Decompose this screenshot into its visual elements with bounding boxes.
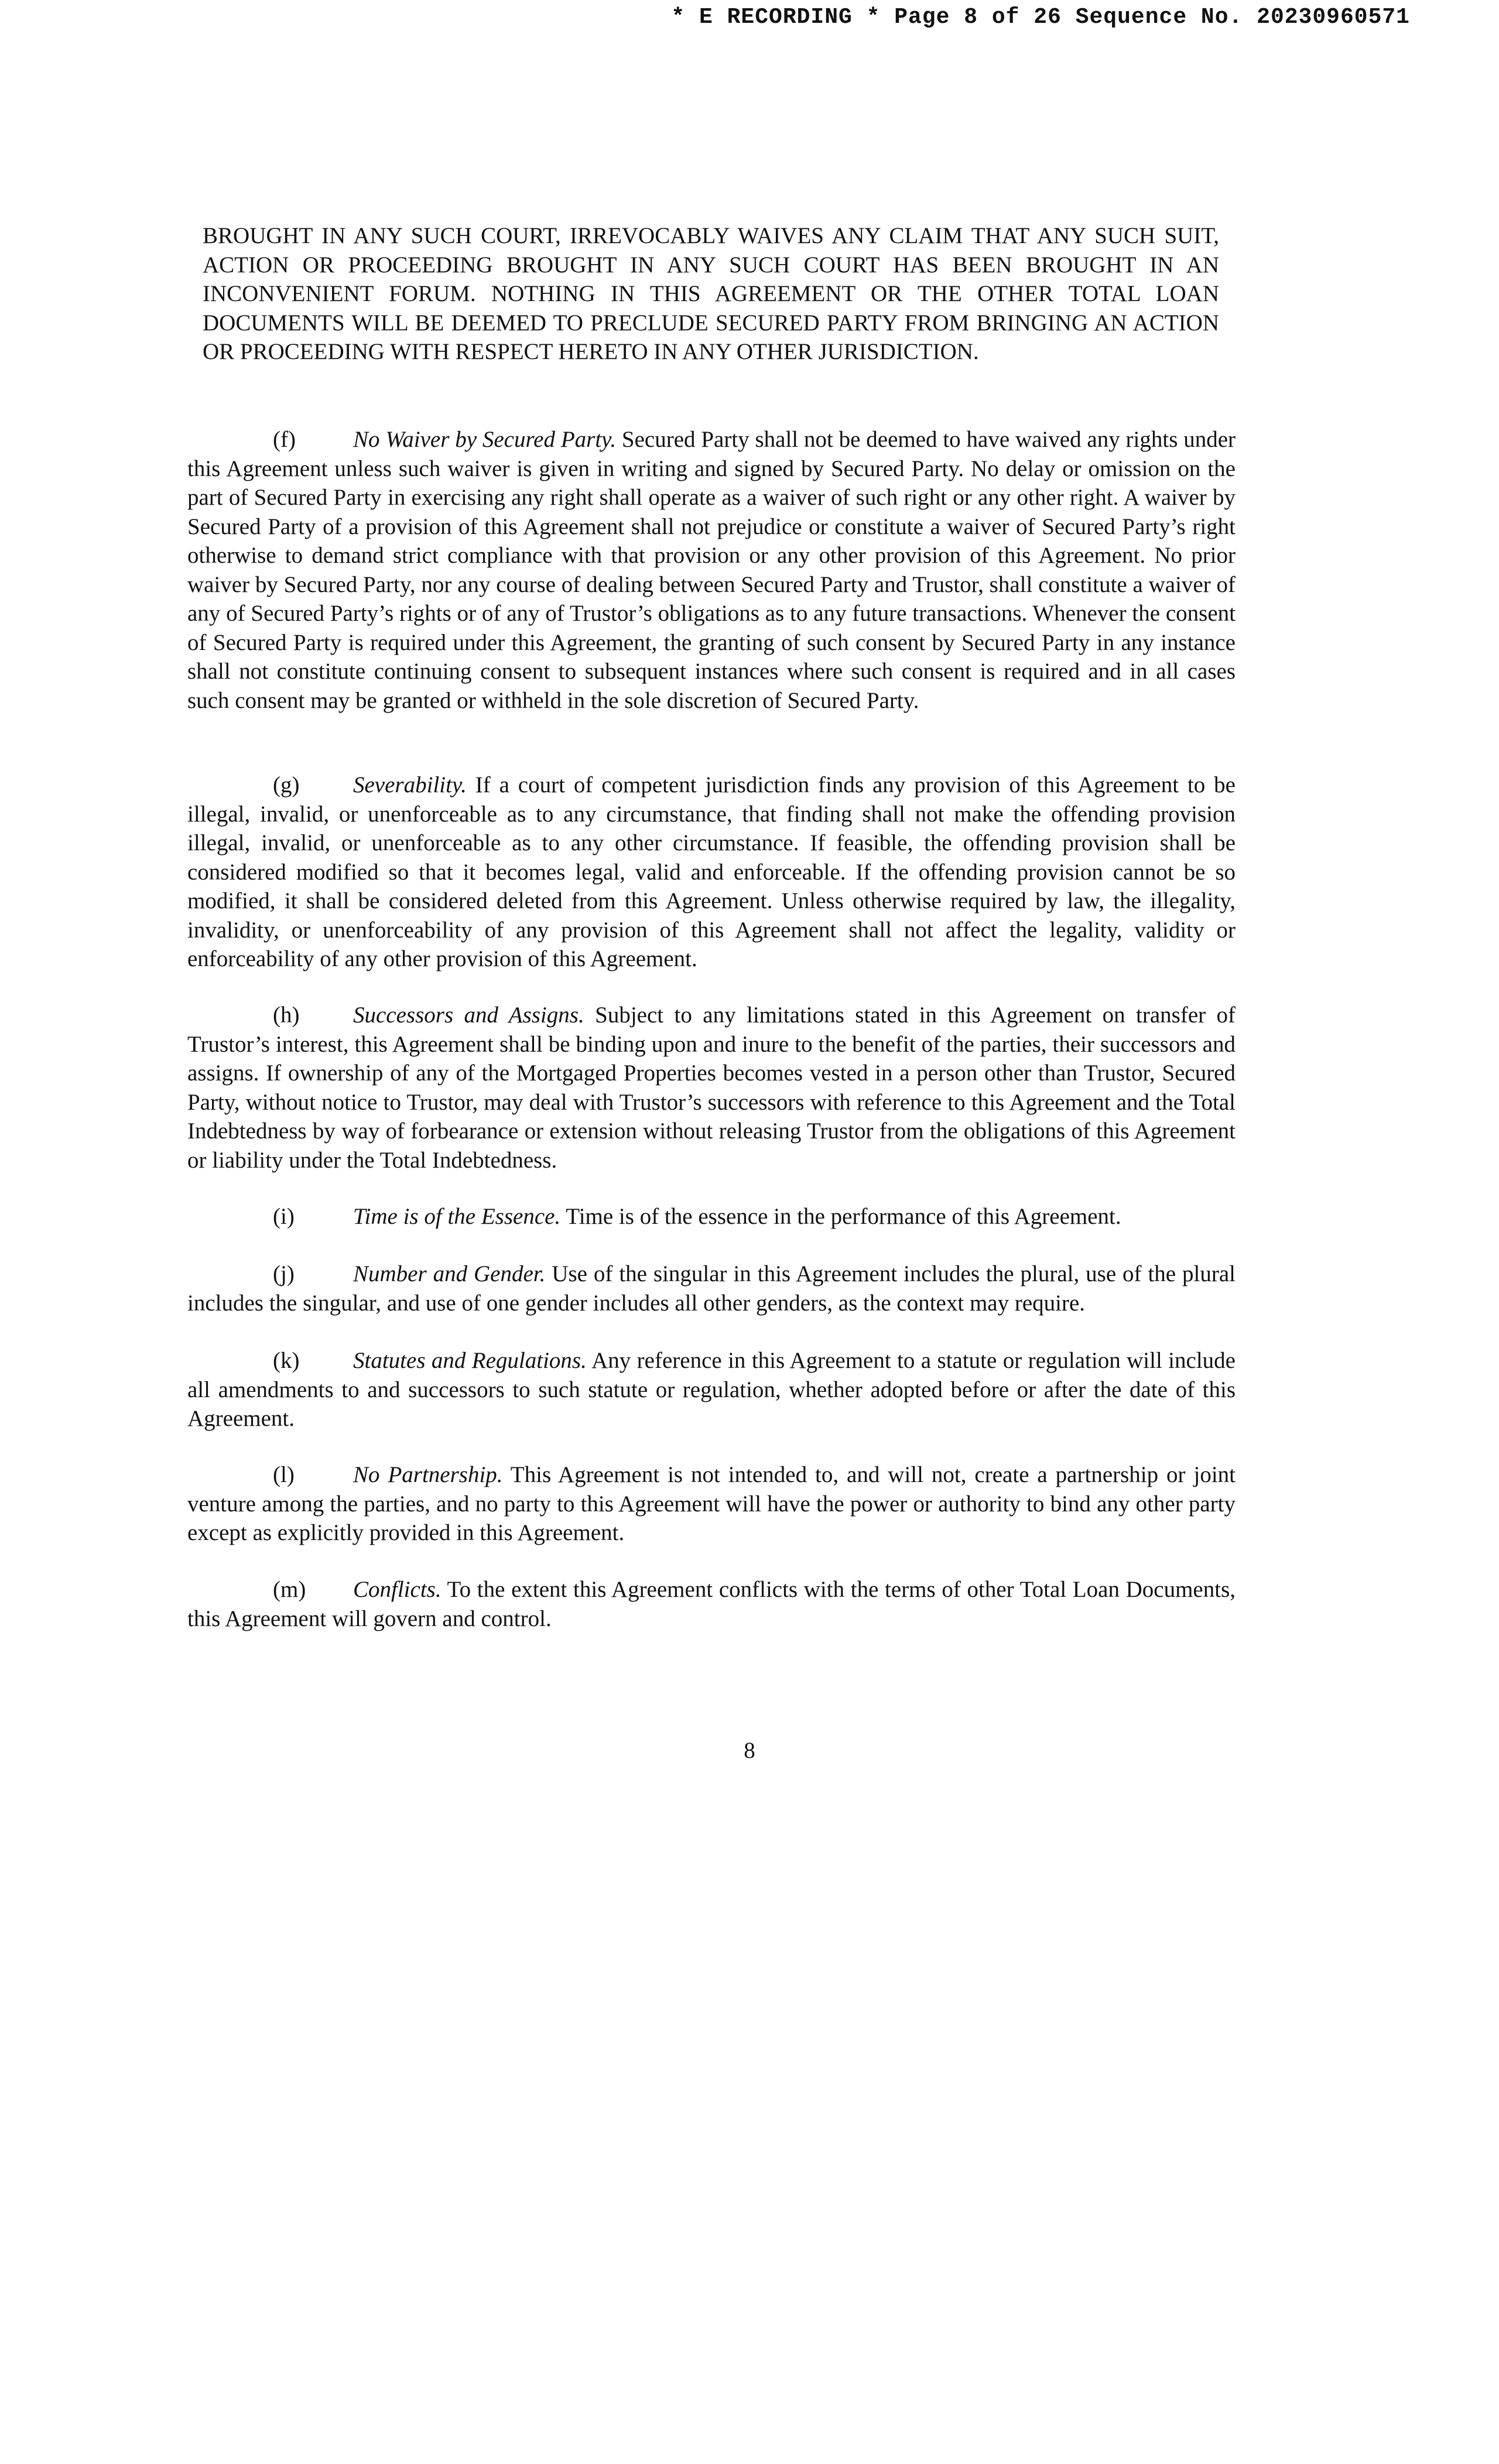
section-heading: Conflicts. (353, 1577, 442, 1602)
section-heading: Successors and Assigns. (353, 1002, 584, 1028)
section-body: Secured Party shall not be deemed to have waived any rights under this Agreement unless such waiver is given in writing and signed by Secured Party. No delay or omission on the part of Secured Party in exercising any right shall operate as a waiver of such right or any other right. A waiver by Secured Party of a provision of this Agreement shall not prejudice or constitute a waiver of Secured Party’s right otherwise to demand strict compliance with that provision or any other provision of this Agreement. No prior waiver by Secured Party, nor any course of dealing between Secured Party and Trustor, shall constitute a waiver of any of Secured Party’s rights or of any of Trustor’s obligations as to any future transactions. Whenever the consent of Secured Party is required under this Agreement, the granting of such consent by Secured Party in any instance shall not constitute continuing consent to subsequent instances where such consent is required and in all cases such consent may be granted or withheld in the sole discretion of Secured Party. (187, 427, 1236, 713)
section-label: (m) (273, 1577, 306, 1602)
section-label: (i) (273, 1204, 295, 1229)
section-m (187, 1575, 1236, 1633)
section-j (187, 1260, 1236, 1317)
continued-paragraph: BROUGHT IN ANY SUCH COURT, IRREVOCABLY WAIVES ANY CLAIM THAT ANY SUCH SUIT, ACTION OR PROCEEDING BROUGHT IN ANY SUCH COURT HAS BEEN BROUGHT IN AN INCONVENIENT FORUM. NOTHING IN THIS AGREEMENT OR THE OTHER TOTAL LOAN DOCUMENTS WILL BE DEEMED TO PRECLUDE SECURED PARTY FROM BRINGING AN ACTION OR PROCEEDING WITH RESPECT HERETO IN ANY OTHER JURISDICTION. (203, 223, 1219, 364)
section-heading: Time is of the Essence. (353, 1204, 561, 1229)
section-g (187, 771, 1236, 974)
section-body: If a court of competent jurisdiction finds any provision of this Agreement to be illegal, invalid, or unenforceable as to any circumstance, that finding shall not make the offending provision illegal, invalid, or unenforceable as to any other circumstance. If feasible, the offending provision shall be considered modified so that it becomes legal, valid and enforceable. If the offending provision cannot be so modified, it shall be considered deleted from this Agreement. Unless otherwise required by law, the illegality, invalidity, or unenforceability of any provision of this Agreement shall not affect the legality, validity or enforceability of any other provision of this Agreement. (187, 772, 1236, 971)
section-label: (g) (273, 772, 300, 798)
section-label: (f) (273, 427, 296, 452)
recording-header: * E RECORDING * Page 8 of 26 Sequence No. 20230960571 (671, 5, 1410, 30)
section-label: (j) (273, 1261, 295, 1286)
section-l (187, 1460, 1236, 1548)
section-label: (l) (273, 1462, 295, 1487)
section-heading: Statutes and Regulations. (353, 1348, 587, 1373)
section-body: Time is of the essence in the performance of this Agreement. (566, 1204, 1121, 1229)
section-body: Subject to any limitations stated in this Agreement on transfer of Trustor’s interest, this Agreement shall be binding upon and inure to the benefit of the parties, their successors and assigns. If ownership of any of the Mortgaged Properties becomes vested in a person other than Trustor, Secured Party, without notice to Trustor, may deal with Trustor’s successors with reference to this Agreement and the Total Indebtedness by way of forbearance or extension without releasing Trustor from the obligations of this Agreement or liability under the Total Indebtedness. (187, 1002, 1236, 1173)
section-i (187, 1202, 1236, 1231)
section-label: (h) (273, 1002, 300, 1028)
section-heading: Number and Gender. (353, 1261, 546, 1286)
page-number: 8 (744, 1738, 755, 1763)
section-heading: No Waiver by Secured Party. (353, 427, 617, 452)
section-f (187, 425, 1236, 715)
section-body: This Agreement is not intended to, and will not, create a partnership or joint venture among the parties, and no party to this Agreement will have the power or authority to bind any other party except as explicitly provided in this Agreement. (187, 1462, 1236, 1545)
section-label: (k) (273, 1348, 300, 1373)
section-h (187, 1001, 1236, 1175)
section-k (187, 1346, 1236, 1433)
section-body: To the extent this Agreement conflicts with the terms of other Total Loan Documents, this Agreement will govern and control. (187, 1577, 1236, 1631)
section-body: Use of the singular in this Agreement includes the plural, use of the plural includes the singular, and use of one gender includes all other genders, as the context may require. (187, 1261, 1236, 1316)
section-heading: Severability. (353, 772, 467, 798)
section-heading: No Partnership. (353, 1462, 503, 1487)
section-body: Any reference in this Agreement to a statute or regulation will include all amendments to and successors to such statute or regulation, whether adopted before or after the date of this Agreement. (187, 1348, 1236, 1431)
